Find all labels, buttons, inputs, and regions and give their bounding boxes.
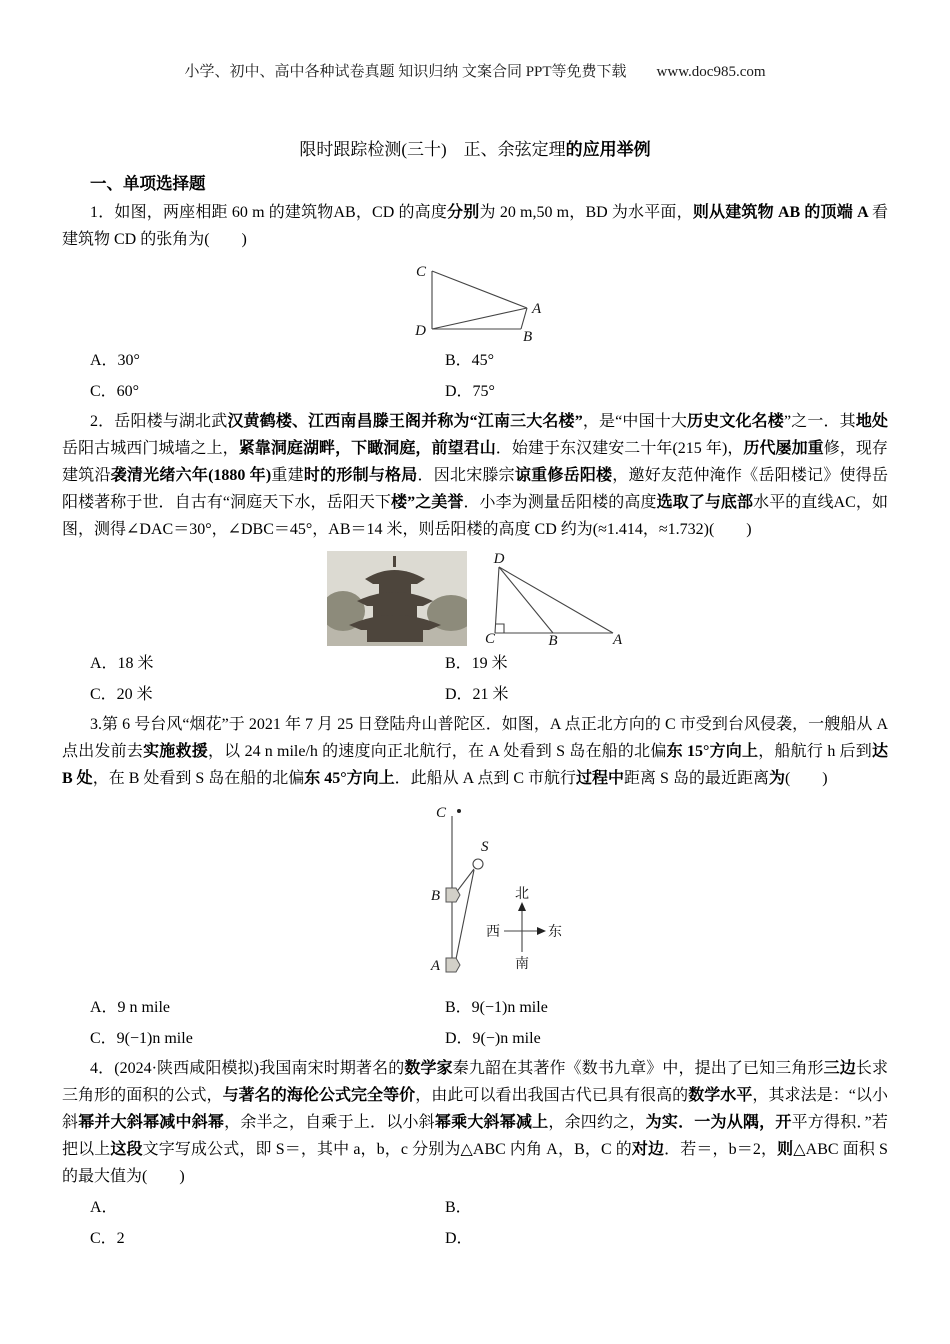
text-segment: 平方得积．”若把以上 xyxy=(62,1114,888,1158)
text-segment: 3.第 6 号台风“烟花”于 2021 年 7 月 25 日登陆舟山普陀区．如图，A 点正北方向的 C 市受到台风侵袭，一艘船从 A 点出发前去 xyxy=(62,716,888,760)
text-segment: ，船航行 h 后到 xyxy=(758,743,872,760)
problem-3-option-a: A．9 n mile xyxy=(90,999,170,1016)
text-segment: 则从建筑物 AB 的顶端 A xyxy=(692,204,872,221)
text-segment: 这段 xyxy=(110,1141,143,1158)
text-segment: 距离 S 岛的最近距离 xyxy=(624,770,769,787)
text-segment: 地处 xyxy=(855,413,888,430)
problem-2-option-a: A．18 米 xyxy=(90,655,154,672)
text-segment: 选取了与底部 xyxy=(656,494,754,511)
doc-header: 小学、初中、高中各种试卷真题 知识归纳 文案合同 PPT等免费下载 www.doc985.com xyxy=(184,64,766,80)
text-segment: 2．岳阳楼与湖北武 xyxy=(90,413,228,430)
ship-markers xyxy=(446,888,460,972)
text-segment: 三边 xyxy=(823,1060,856,1077)
text-segment: ．始建于东汉建安二十年(215 年)， xyxy=(495,440,744,457)
city-point xyxy=(457,809,461,813)
vertex-label-d: D xyxy=(415,323,426,339)
text-segment: 秦九韶在其著作《数书九章》中，提出了已知三角形 xyxy=(452,1060,824,1077)
problem-4 xyxy=(0,1055,950,1251)
text-segment: △ABC 面积 S 的最大值为( ) xyxy=(62,1141,888,1185)
problem-2-option-b: B．19 米 xyxy=(445,655,508,672)
text-segment: ，邀好友范仲淹作《岳阳楼记》使得岳阳楼著称于世．自古有“洞庭天下水，岳阳天下 xyxy=(62,467,888,511)
vertex-label-c: C xyxy=(484,631,495,646)
text-segment: 4．(2024·陕西咸阳模拟)我国南宋时期著名的 xyxy=(90,1060,405,1077)
compass-cross xyxy=(504,908,540,952)
problem-4-text xyxy=(62,1055,888,1190)
problem-1-options xyxy=(90,348,888,404)
text-segment: 袭清光绪六年(1880 年) xyxy=(110,467,272,484)
problem-3-text xyxy=(62,711,888,792)
page-title xyxy=(0,135,950,160)
text-segment: ，余半之，自乘于上．以小斜 xyxy=(224,1114,435,1131)
text-segment: 重建 xyxy=(271,467,304,484)
text-segment: 幂并大斜幂减中斜幂 xyxy=(78,1114,225,1131)
text-segment: 紧靠洞庭湖畔，下瞰洞庭，前望君山 xyxy=(238,440,496,457)
text-segment: 与著名的海伦公式完全等价 xyxy=(222,1087,416,1104)
text-segment: ”之一．其 xyxy=(783,413,856,430)
point-label-a: A xyxy=(430,958,440,974)
text-segment: ．此船从 A 点到 C 市航行 xyxy=(394,770,577,787)
text-segment: 汉黄鹤楼、江西南昌滕王阁并称为“江南三大名楼” xyxy=(227,413,583,430)
problem-1-option-d: D．75° xyxy=(445,383,495,400)
compass-north-label: 北 xyxy=(514,887,529,902)
text-segment: ，是“中国十大 xyxy=(582,413,688,430)
vertex-label-d: D xyxy=(493,551,504,567)
problem-3-option-d: D．9(−)n mile xyxy=(445,1030,541,1047)
compass-west-label: 西 xyxy=(485,925,500,940)
yueyang-tower-photo xyxy=(327,551,467,646)
point-label-b: B xyxy=(430,888,440,904)
text-segment: 达 B 处 xyxy=(62,743,888,787)
problem-3-figure xyxy=(0,800,950,990)
text-segment: ，其求法是：“以小斜 xyxy=(62,1087,888,1131)
text-segment: 时的形制与格局 xyxy=(303,467,418,484)
triangle-lines xyxy=(495,567,613,633)
text-segment: 过程中 xyxy=(576,770,625,787)
text-segment: 则 xyxy=(777,1141,794,1158)
text-segment: ( ) xyxy=(784,770,828,787)
text-segment: ．若＝，b＝2， xyxy=(664,1141,778,1158)
text-segment: 为 20 m,50 m，BD 为水平面， xyxy=(479,204,693,221)
vertex-label-a: A xyxy=(532,301,542,317)
text-segment: ．小李为测量岳阳楼的高度 xyxy=(463,494,657,511)
problem-2-text xyxy=(62,408,888,543)
problem-2-options xyxy=(90,651,888,707)
problem-3-option-b: B．9(−1)n mile xyxy=(445,999,548,1016)
triangle-lines xyxy=(432,271,527,329)
text-segment: 楼”之美誉 xyxy=(391,494,464,511)
point-label-s: S xyxy=(480,839,488,855)
text-segment: 1．如图，两座相距 60 m 的建筑物AB，CD 的高度 xyxy=(90,204,448,221)
text-segment: 数学水平 xyxy=(688,1087,753,1104)
text-segment: 看建筑物 CD 的张角为( ) xyxy=(62,204,889,248)
problem-2-option-c: C．20 米 xyxy=(90,686,153,703)
problem-2-option-d: D．21 米 xyxy=(445,686,509,703)
text-segment: 幂乘大斜幂减上 xyxy=(434,1114,549,1131)
text-segment: 对边 xyxy=(631,1141,665,1158)
text-segment: 岳阳古城西门城墙之上， xyxy=(62,440,239,457)
text-segment: ，在 B 处看到 S 岛在船的北偏 xyxy=(92,770,305,787)
problem-4-options xyxy=(90,1195,888,1251)
problem-4-option-a: A． xyxy=(90,1199,118,1216)
problem-1-option-b: B．45° xyxy=(445,352,495,369)
problem-4-option-d: D． xyxy=(445,1230,473,1247)
problem-3-options xyxy=(90,995,888,1051)
problem-1-option-a: A．30° xyxy=(90,352,140,369)
text-segment: ，以 24 n mile/h 的速度向正北航行，在 A 处看到 S 岛在船的北偏 xyxy=(207,743,667,760)
text-segment: 历代屡加重 xyxy=(743,440,824,457)
text-segment: 为实．一为从隅，开 xyxy=(645,1114,792,1131)
problem-3 xyxy=(0,711,950,1051)
text-segment: 的应用举例 xyxy=(565,140,651,159)
problem-1-text xyxy=(62,199,888,253)
compass-south-label: 南 xyxy=(514,957,529,972)
text-segment: 限时跟踪检测(三十) 正、余弦定理 xyxy=(299,140,566,159)
text-segment: 东 15°方向上 xyxy=(666,743,759,760)
text-segment: 文字写成公式，即 S＝，其中 a，b，c 分别为△ABC 内角 A，B，C 的 xyxy=(142,1141,632,1158)
ship-route-diagram xyxy=(388,800,563,990)
ship-marker-a xyxy=(446,958,460,972)
text-segment: ，由此可以看出我国古代已具有很高的 xyxy=(415,1087,689,1104)
text-segment: 分别 xyxy=(447,204,480,221)
problem-1 xyxy=(0,199,950,404)
text-segment: ．因北宋滕宗 xyxy=(417,467,515,484)
section-heading: 一、单项选择题 xyxy=(90,174,206,193)
problem-2 xyxy=(0,408,950,707)
text-segment: 数学家 xyxy=(404,1060,453,1077)
text-segment: 水平的直线AC，如图，测得∠DAC＝30°，∠DBC＝45°，AB＝14 米，则岳阳楼的高度 CD 约为(≈1.414，≈1.732)( ) xyxy=(62,494,888,538)
text-segment: 东 45°方向上 xyxy=(304,770,395,787)
tower-triangle-diagram xyxy=(479,551,624,646)
vertex-label-c: C xyxy=(415,264,426,280)
problem-1-figure xyxy=(0,261,950,343)
compass-east-label: 东 xyxy=(547,925,562,940)
problem-4-option-c: C．2 xyxy=(90,1230,125,1247)
text-segment: ，余四约之， xyxy=(548,1114,646,1131)
problem-1-option-c: C．60° xyxy=(90,383,140,400)
buildings-triangle-diagram xyxy=(400,261,550,343)
problem-4-option-b: B． xyxy=(445,1199,472,1216)
text-segment: 谅重修岳阳楼 xyxy=(514,467,613,484)
text-segment: 修，现存建筑沿 xyxy=(62,440,888,484)
text-segment: 历史文化名楼 xyxy=(687,413,784,430)
problem-3-option-c: C．9(−1)n mile xyxy=(90,1030,193,1047)
text-segment: 实施救援 xyxy=(143,743,208,760)
problem-2-figure xyxy=(0,551,950,646)
text-segment: 长求三角形的面积的公式， xyxy=(62,1060,888,1104)
point-label-c: C xyxy=(435,805,446,821)
vertex-label-a: A xyxy=(612,632,622,646)
text-segment: 为 xyxy=(768,770,785,787)
vertex-label-b: B xyxy=(547,633,558,646)
vertex-label-b: B xyxy=(523,329,533,343)
